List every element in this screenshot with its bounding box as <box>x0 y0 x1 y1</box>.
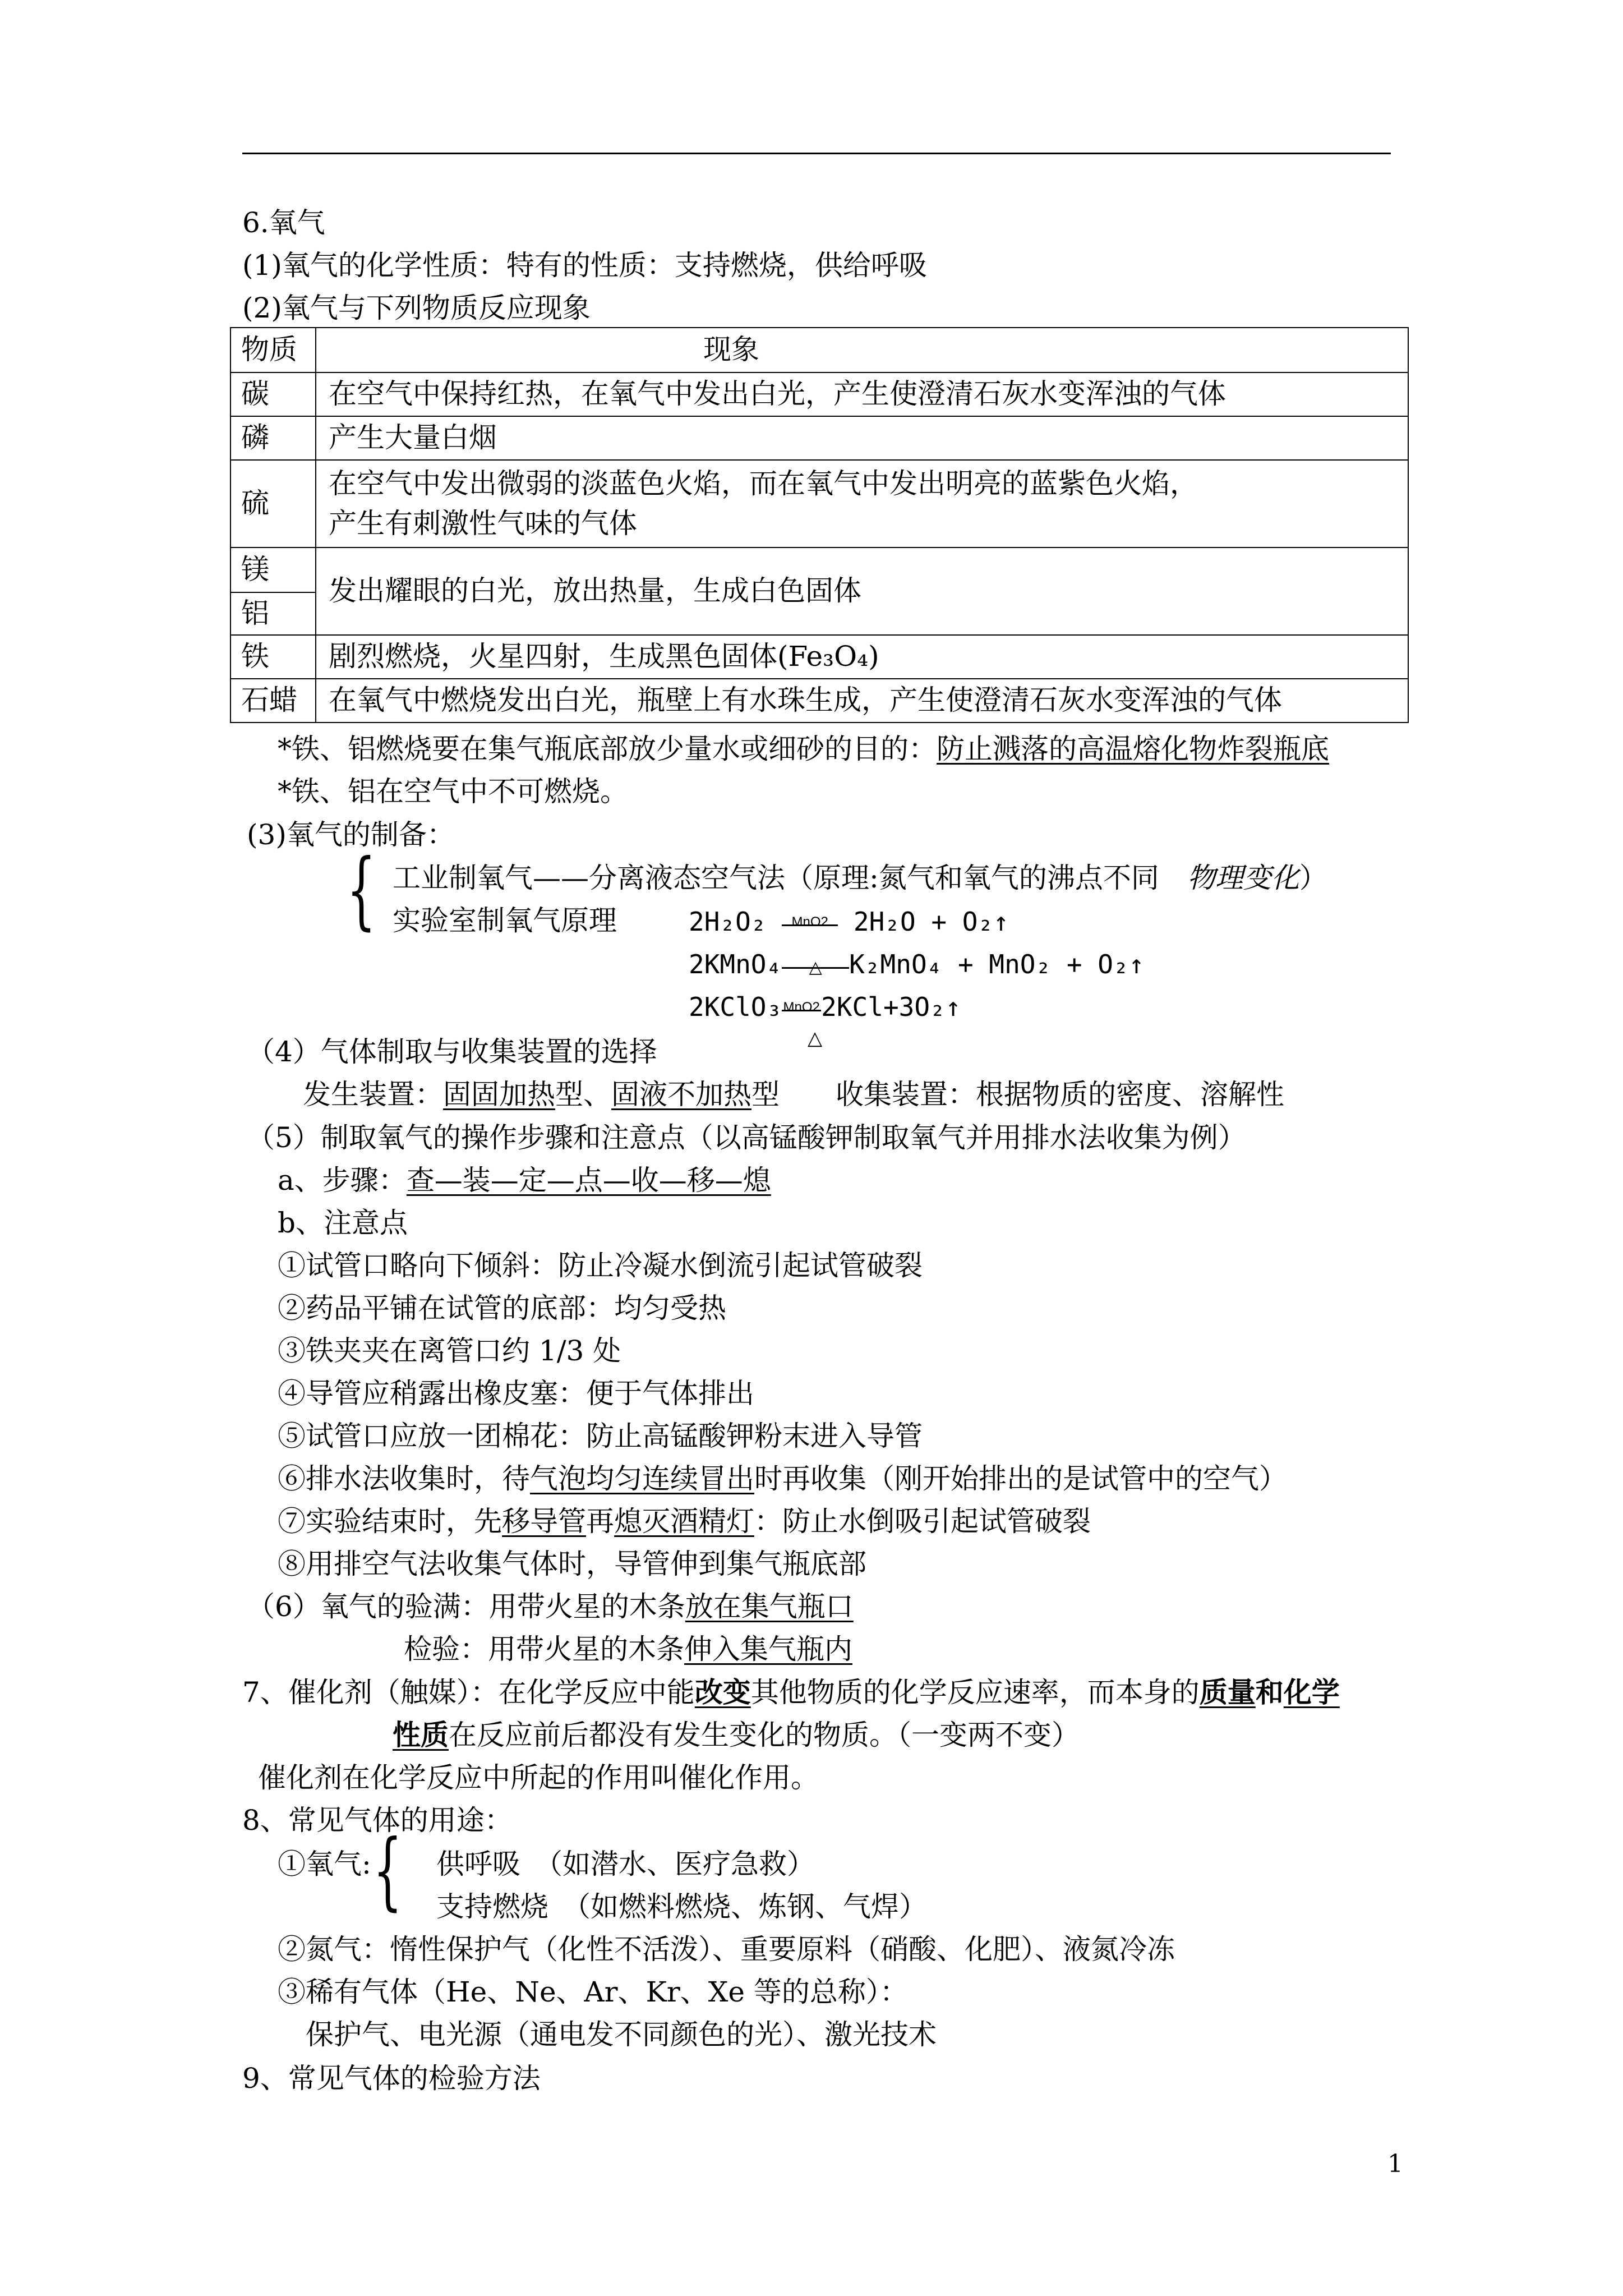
phenomenon-line: 在空气中发出微弱的淡蓝色火焰，而在氧气中发出明亮的蓝紫色火焰， <box>329 467 1198 500</box>
lab-oxygen-principle: 实验室制氧气原理 <box>393 904 617 937</box>
apparatus-types <box>303 1078 1284 1111</box>
list-underlined: 熄灭酒精灯 <box>614 1505 754 1538</box>
industrial-oxygen <box>393 864 1327 892</box>
note-not-burn-in-air: *铁、铝在空气中不可燃烧。 <box>278 775 628 808</box>
physical-change-text: 物理变化 <box>1187 862 1299 894</box>
oxygen-full-check <box>247 1590 854 1623</box>
header-substance: 物质 <box>230 328 316 372</box>
table-row <box>230 372 1408 416</box>
substance-cell: 石蜡 <box>230 679 316 723</box>
oxygen-use-combustion: 支持燃烧 （如燃料燃烧、炼钢、气焊） <box>436 1890 927 1923</box>
substance-cell: 碳 <box>230 372 316 416</box>
equation-bar <box>782 1010 821 1011</box>
apparatus-underlined: 固液不加热 <box>611 1078 751 1111</box>
section-6-title: 6.氧气 <box>242 206 325 239</box>
equation-kclo3 <box>689 994 961 1020</box>
check-underlined: 伸入集气瓶内 <box>684 1633 852 1665</box>
phenomenon-cell: 在氧气中燃烧发出白光，瓶壁上有水珠生成，产生使澄清石灰水变浑浊的气体 <box>316 679 1408 723</box>
left-brace: { <box>373 1822 403 1920</box>
oxygen-test <box>404 1635 852 1663</box>
section-9-title: 9、常见气体的检验方法 <box>242 2062 541 2095</box>
header-rule <box>242 153 1391 154</box>
table-row <box>230 460 1408 547</box>
catalyst-label: MnO2 <box>783 1000 820 1015</box>
operation-steps-heading: （5）制取氧气的操作步骤和注意点（以高锰酸钾制取氧气并用排水法收集为例） <box>247 1121 1246 1154</box>
catalyst-definition <box>242 1676 1340 1709</box>
oxygen-chemical-properties: (1)氧气的化学性质：特有的性质：支持燃烧，供给呼吸 <box>242 249 927 282</box>
steps-label: a、步骤： <box>278 1164 407 1197</box>
list-text: 时再收集（刚开始排出的是试管中的空气） <box>754 1462 1287 1495</box>
equation-arrow <box>782 958 849 977</box>
oxygen-uses-label: ①氧气: <box>278 1848 371 1880</box>
catalyst-text: 和 <box>1255 1676 1284 1709</box>
header-phenomenon: 现象 <box>316 328 1408 372</box>
catalysis-definition: 催化剂在化学反应中所起的作用叫催化作用。 <box>258 1761 819 1794</box>
reaction-phenomena-heading: (2)氧气与下列物质反应现象 <box>242 292 591 324</box>
phenomenon-cell: 产生大量白烟 <box>316 416 1408 460</box>
equation-kmno4 <box>689 951 1144 977</box>
section-8-title: 8、常见气体的用途： <box>242 1804 513 1837</box>
apparatus-text: 型、 <box>555 1078 611 1111</box>
check-text: 检验：用带火星的木条 <box>404 1633 684 1665</box>
note-underlined-text: 防止溅落的高温熔化物炸裂瓶底 <box>937 733 1329 765</box>
phenomenon-line: 产生有刺激性气味的气体 <box>329 507 637 540</box>
catalyst-definition-cont <box>393 1718 1080 1751</box>
list-text: ：防止水倒吸引起试管破裂 <box>754 1505 1091 1538</box>
substance-cell: 铁 <box>230 635 316 679</box>
apparatus-text: 型 收集装置：根据物质的密度、溶解性 <box>751 1078 1284 1111</box>
phenomenon-cell: 剧烈燃烧，火星四射，生成黑色固体(Fe₃O₄) <box>316 635 1408 679</box>
page-number: 1 <box>1387 2150 1403 2178</box>
list-item: ②药品平铺在试管的底部：均匀受热 <box>278 1292 726 1324</box>
equation-product: 2KCl+3O₂↑ <box>821 992 961 1022</box>
catalyst-label: MnO2 <box>791 914 828 930</box>
equation-h2o2 <box>689 909 1009 935</box>
reaction-phenomena-table <box>230 327 1409 723</box>
catalyst-key: 质量 <box>1199 1676 1256 1709</box>
steps-sequence: 查—装—定—点—收—移—熄 <box>406 1164 771 1197</box>
heat-symbol: △ <box>808 1028 823 1049</box>
industrial-close: ） <box>1299 862 1327 894</box>
rare-gases-heading: ③稀有气体（He、Ne、Ar、Kr、Xe 等的总称）： <box>278 1976 908 2008</box>
list-underlined: 移导管 <box>502 1505 586 1538</box>
check-text: （6）氧气的验满：用带火星的木条 <box>247 1590 685 1623</box>
list-item: ⑤试管口应放一团棉花：防止高锰酸钾粉末进入导管 <box>278 1420 923 1452</box>
oxygen-use-breathing: 供呼吸 （如潜水、医疗急救） <box>436 1848 815 1880</box>
list-item: ④导管应稍露出橡皮塞：便于气体排出 <box>278 1377 754 1410</box>
heat-symbol: △ <box>809 958 822 977</box>
apparatus-underlined: 固固加热 <box>443 1078 555 1111</box>
substance-cell: 硫 <box>230 460 316 547</box>
apparatus-text: 发生装置： <box>303 1078 443 1111</box>
list-text: 再 <box>586 1505 614 1538</box>
list-item: ①试管口略向下倾斜：防止冷凝水倒流引起试管破裂 <box>278 1249 923 1282</box>
catalyst-text: 在反应前后都没有发生变化的物质。（一变两不变） <box>449 1719 1080 1751</box>
equation-bar <box>782 967 849 969</box>
equation-reactant: 2KClO₃ <box>689 992 782 1022</box>
catalyst-key: 性质 <box>393 1718 449 1751</box>
list-underlined: 气泡均匀连续冒出 <box>530 1462 754 1495</box>
note-text: *铁、铝燃烧要在集气瓶底部放少量水或细砂的目的： <box>278 733 937 765</box>
equation-product: 2H₂O + O₂↑ <box>853 907 1009 937</box>
list-text: ⑥排水法收集时，待 <box>278 1462 530 1495</box>
table-row <box>230 416 1408 460</box>
oxygen-preparation-heading: (3)氧气的制备： <box>247 818 455 851</box>
equation-arrow <box>782 914 838 931</box>
nitrogen-uses: ②氮气：惰性保护气（化性不活泼）、重要原料（硝酸、化肥）、液氮冷冻 <box>278 1933 1175 1966</box>
catalyst-key: 化学 <box>1283 1676 1340 1709</box>
list-item <box>278 1462 1287 1495</box>
steps-line <box>278 1164 771 1197</box>
catalyst-text: 其他物质的化学反应速率，而本身的 <box>750 1676 1200 1709</box>
list-text: ⑦实验结束时，先 <box>278 1505 502 1538</box>
phenomenon-cell: 发出耀眼的白光，放出热量，生成白色固体 <box>316 547 1408 635</box>
check-underlined: 放在集气瓶口 <box>685 1590 854 1623</box>
table-row <box>230 635 1408 679</box>
table-row <box>230 547 1408 592</box>
phenomenon-cell: 在空气中保持红热，在氧气中发出白光，产生使澄清石灰水变浑浊的气体 <box>316 372 1408 416</box>
phenomenon-cell <box>316 460 1408 547</box>
apparatus-selection-heading: （4）气体制取与收集装置的选择 <box>247 1036 657 1068</box>
notes-heading: b、注意点 <box>278 1207 408 1239</box>
substance-cell: 磷 <box>230 416 316 460</box>
table-header-row <box>230 328 1408 372</box>
table-row <box>230 679 1408 723</box>
substance-cell: 镁 <box>230 547 316 592</box>
equation-arrow <box>782 1000 821 1016</box>
substance-cell: 铝 <box>230 592 316 635</box>
list-item <box>278 1505 1091 1538</box>
list-item: ⑧用排空气法收集气体时，导管伸到集气瓶底部 <box>278 1548 866 1580</box>
list-item: ③铁夹夹在离管口约 1/3 处 <box>278 1335 621 1367</box>
equation-product: K₂MnO₄ + MnO₂ + O₂↑ <box>849 949 1145 979</box>
industrial-text: 工业制氧气——分离液态空气法（原理:氮气和氧气的沸点不同 <box>393 862 1187 894</box>
equation-reactant: 2H₂O₂ <box>689 907 767 937</box>
left-brace: { <box>347 841 376 939</box>
note-iron-aluminum-bottle <box>278 735 1329 763</box>
catalyst-text: 7、催化剂（触媒）：在化学反应中能 <box>242 1676 695 1709</box>
catalyst-key: 改变 <box>694 1676 751 1709</box>
equation-bar <box>782 924 838 926</box>
rare-gases-uses: 保护气、电光源（通电发不同颜色的光）、激光技术 <box>306 2018 937 2051</box>
equation-reactant: 2KMnO₄ <box>689 949 782 979</box>
